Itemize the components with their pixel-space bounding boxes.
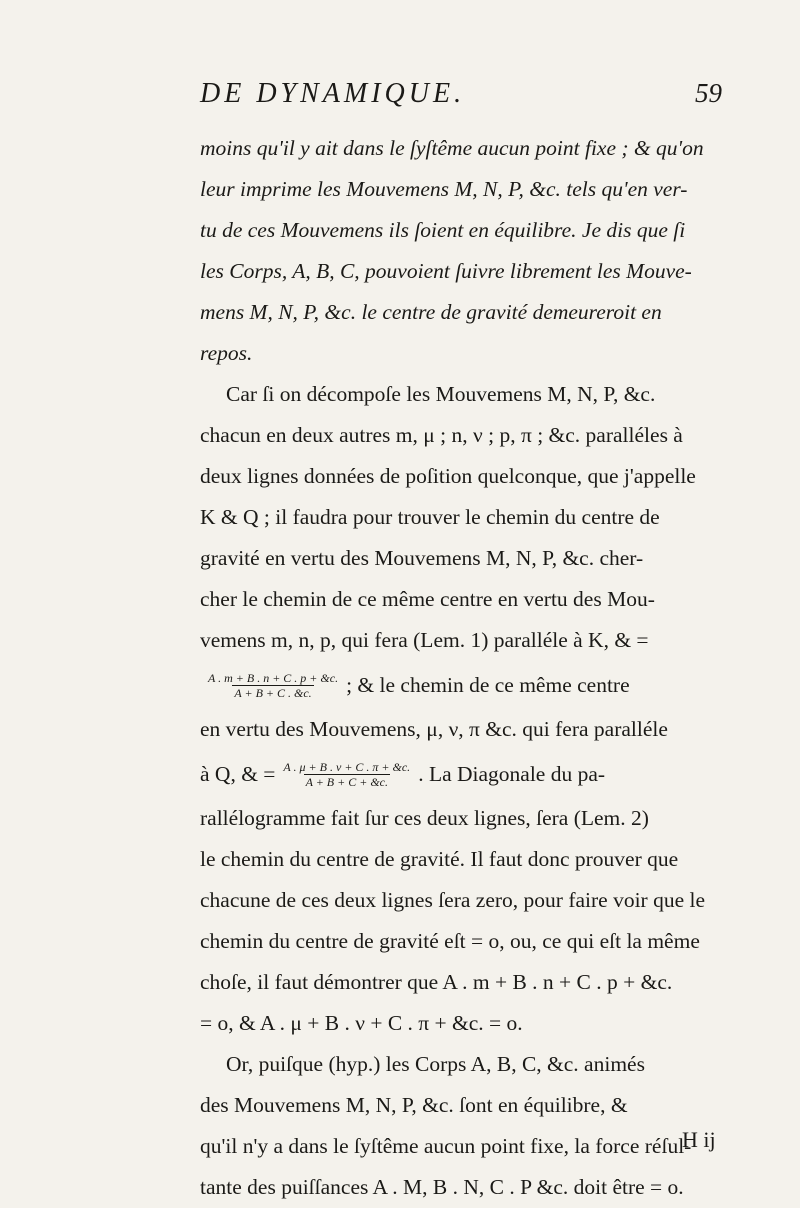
text-line: gravité en vertu des Mouvemens M, N, P, &c. cher- xyxy=(200,546,644,570)
text-line: les Corps, A, B, C, pouvoient ſuivre librement les Mouve- xyxy=(200,259,692,283)
text-line: vemens m, n, p, qui fera (Lem. 1) paralléle à K, & = xyxy=(200,628,649,652)
text-line: chacune de ces deux lignes ſera zero, pour faire voir que le xyxy=(200,888,706,912)
text-line: repos. xyxy=(200,341,253,365)
text-line: des Mouvemens M, N, P, &c. ſont en équilibre, & xyxy=(200,1093,628,1117)
body-text xyxy=(200,128,730,1208)
text-line: Or, puiſque (hyp.) les Corps A, B, C, &c. animés xyxy=(226,1052,645,1076)
page-number: 59 xyxy=(695,78,722,108)
text-line: qu'il n'y a dans le ſyſtême aucun point fixe, la force réſul- xyxy=(200,1134,692,1158)
equation-line xyxy=(200,661,730,709)
text-line: cher le chemin de ce même centre en vertu des Mou- xyxy=(200,587,655,611)
text-line: chacun en deux autres m, μ ; n, ν ; p, π ; &c. paralléles à xyxy=(200,423,683,447)
fraction-denominator: A + B + C + &c. xyxy=(305,774,388,789)
text-line: en vertu des Mouvemens, μ, ν, π &c. qui fera paralléle xyxy=(200,717,668,741)
running-title: DE DYNAMIQUE. xyxy=(200,78,466,109)
fraction-denominator: A + B + C . &c. xyxy=(234,685,312,700)
text-line: choſe, il faut démontrer que A . m + B . n + C . p + &c. xyxy=(200,970,673,994)
equation-text: . La Diagonale du pa- xyxy=(418,761,606,786)
text-line: = o, & A . μ + B . ν + C . π + &c. = o. xyxy=(200,1011,523,1035)
text-line: mens M, N, P, &c. le centre de gravité demeureroit en xyxy=(200,300,662,324)
text-line: leur imprime les Mouvemens M, N, P, &c. tels qu'en ver- xyxy=(200,177,688,201)
text-line: le chemin du centre de gravité. Il faut donc prouver que xyxy=(200,847,679,871)
equation-text: à Q, & = xyxy=(200,761,276,786)
text-line: deux lignes données de poſition quelconque, que j'appelle xyxy=(200,464,696,488)
equation-line xyxy=(200,750,730,798)
signature-mark: H ij xyxy=(682,1127,716,1152)
fraction xyxy=(281,760,412,789)
text-line: Car ſi on décompoſe les Mouvemens M, N, P, &c. xyxy=(226,382,656,406)
text-line: tu de ces Mouvemens ils ſoient en équilibre. Je dis que ſi xyxy=(200,218,686,242)
fraction xyxy=(206,671,340,700)
text-line: tante des puiſſances A . M, B . N, C . P &c. doit être = o. xyxy=(200,1175,684,1199)
equation-text: ; & le chemin de ce même centre xyxy=(346,672,630,697)
running-head xyxy=(0,78,800,118)
text-line: rallélogramme fait ſur ces deux lignes, ſera (Lem. 2) xyxy=(200,806,649,830)
fraction-numerator: A . μ + B . ν + C . π + &c. xyxy=(283,759,411,774)
text-line: K & Q ; il faudra pour trouver le chemin du centre de xyxy=(200,505,660,529)
text-line: moins qu'il y ait dans le ſyſtême aucun point fixe ; & qu'on xyxy=(200,136,704,160)
text-line: chemin du centre de gravité eſt = o, ou, ce qui eſt la même xyxy=(200,929,700,953)
fraction-numerator: A . m + B . n + C . p + &c. xyxy=(208,670,339,685)
